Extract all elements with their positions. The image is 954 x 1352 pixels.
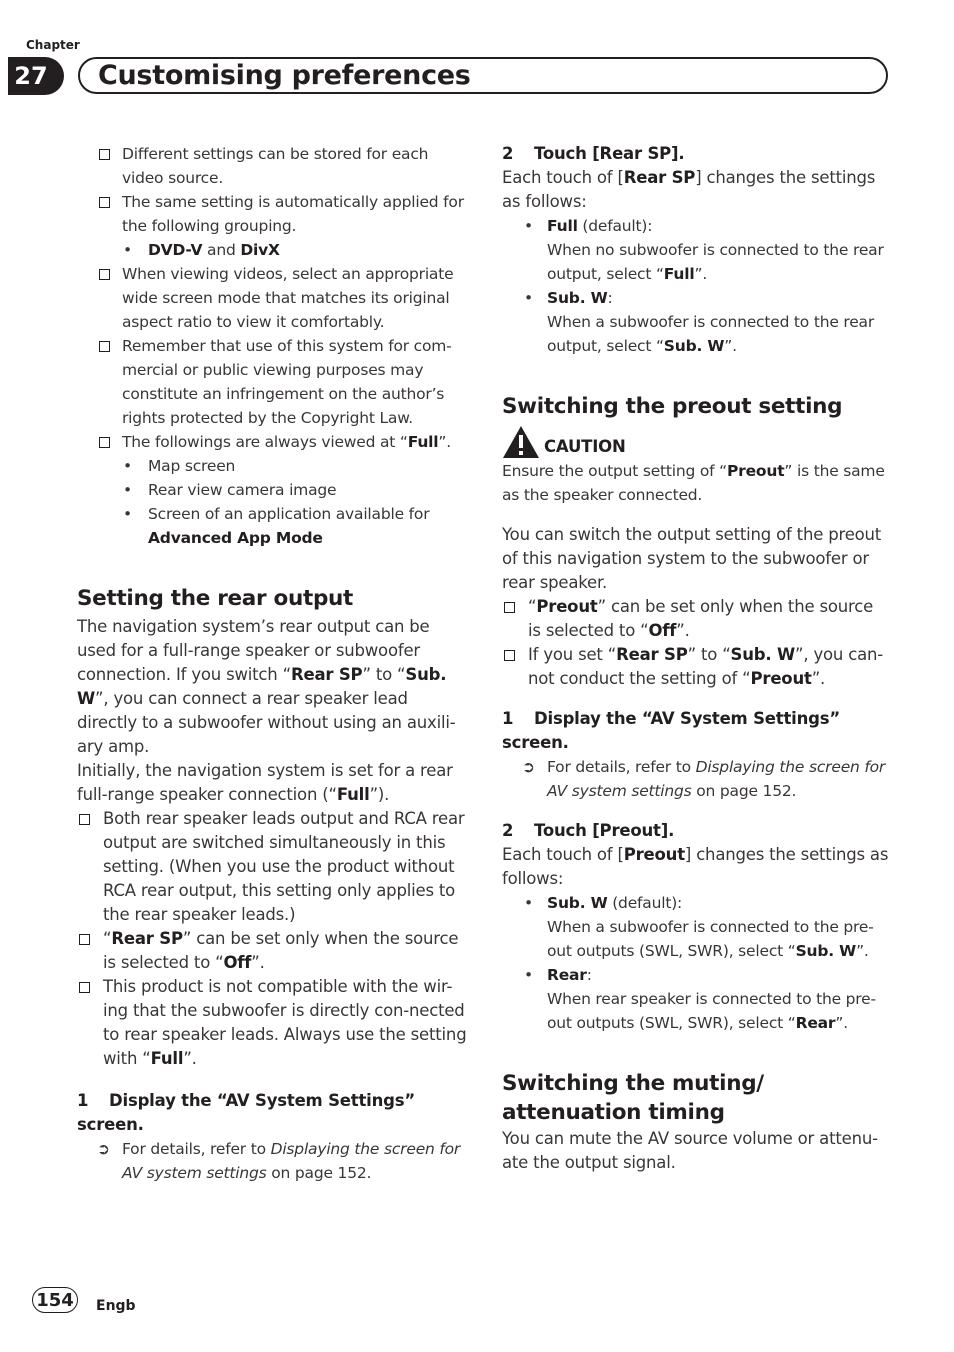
text: ”. (676, 621, 690, 640)
text: ”. (183, 1049, 197, 1068)
step-2-preout (502, 819, 890, 843)
heading-line: attenuation timing (502, 1100, 725, 1125)
left-column (77, 142, 467, 1185)
note-always-full (77, 430, 467, 454)
grouping-and: and (202, 241, 241, 259)
text: Ensure the output setting of “ (502, 462, 727, 480)
text-bold: Rear SP (623, 168, 696, 187)
text-bold: Sub. W (795, 942, 857, 960)
grouping-dvdv: DVD-V (148, 241, 203, 259)
text: When a subwoofer is connected to the rear output, select “ (547, 313, 875, 355)
text-bold: Off (223, 953, 252, 972)
text: ] changes the settings as follows: (502, 845, 889, 888)
text: ”. (724, 337, 737, 355)
text-bold: Full (547, 217, 578, 235)
text: When rear speaker is connected to the pre-out outputs (SWL, SWR), select “ (547, 990, 876, 1032)
step-number: 2 (502, 821, 514, 840)
text: ” to “ (362, 665, 406, 684)
step-2-rear-desc (502, 166, 890, 214)
text: Each touch of [ (502, 168, 624, 187)
text: When no subwoofer is connected to the rear output, select “ (547, 241, 884, 283)
option-subw (502, 286, 890, 310)
text: (default): (607, 894, 683, 912)
reference-link[interactable]: Displaying the screen for AV system settings (122, 1140, 461, 1182)
warning-icon (502, 425, 540, 459)
right-column (502, 142, 890, 1175)
note-same-setting: The same setting is automatically applied for the following grouping. (77, 190, 467, 238)
text-bold: Preout (750, 669, 812, 688)
step-1-preout-reference (502, 755, 890, 803)
rear-note-source (77, 927, 467, 975)
caution-text (502, 459, 890, 507)
text-bold: Advanced App Mode (148, 529, 323, 547)
text-bold: Full (407, 433, 439, 451)
heading-preout: Switching the preout setting (502, 394, 843, 419)
rear-paragraph-2 (77, 759, 467, 807)
chapter-number: 27 (8, 57, 64, 95)
text: ” can be set only when the source is selected to “ (528, 597, 874, 640)
rear-paragraph-1 (77, 615, 467, 759)
text-bold: Sub. W (77, 665, 447, 708)
text: ”. (856, 942, 869, 960)
step-number: 1 (502, 709, 514, 728)
text-bold: Full (336, 785, 370, 804)
text: ”. (694, 265, 708, 283)
step-number: 2 (502, 144, 514, 163)
page-number: 154 (32, 1287, 78, 1313)
grouping-bullet (77, 238, 467, 262)
text: ” to “ (687, 645, 731, 664)
language-code: Engb (96, 1298, 136, 1314)
text-bold: Sub. W (730, 645, 796, 664)
note-copyright: Remember that use of this system for com-mercial or public viewing purposes may constitute an infringement on the author’s rights protected by the Copyright Law. (77, 334, 467, 430)
text: ”, you can connect a rear speaker lead directly to a subwoofer without using an auxili-ary amp. (77, 689, 456, 756)
list-item-app (77, 502, 467, 550)
chapter-label: Chapter (26, 38, 80, 52)
text: “ (528, 597, 537, 616)
text: If you set “ (528, 645, 617, 664)
caution-block (502, 425, 890, 459)
text: ”. (438, 433, 451, 451)
heading-line: Switching the muting/ (502, 1071, 764, 1096)
note-different-settings: Different settings can be stored for each video source. (77, 142, 467, 190)
muting-paragraph: You can mute the AV source volume or attenu-ate the output signal. (502, 1129, 878, 1172)
preout-note-source (502, 595, 890, 643)
text-bold: Full (150, 1049, 184, 1068)
reference-link[interactable]: Displaying the screen for AV system settings (547, 758, 886, 800)
step-1-preout (502, 707, 890, 755)
option-subw-desc (502, 310, 890, 358)
note-wide-screen: When viewing videos, select an appropriate wide screen mode that matches its original aspect ratio to view it comfortably. (77, 262, 467, 334)
text-bold: Preout (727, 462, 785, 480)
text-bold: Off (648, 621, 677, 640)
text: For details, refer to (122, 1140, 271, 1158)
text: ”. (811, 669, 826, 688)
heading-rear-output: Setting the rear output (77, 586, 354, 611)
text-bold: Rear (795, 1014, 836, 1032)
arrow-icon: ➲ (97, 1140, 110, 1158)
text: When a subwoofer is connected to the pre-out outputs (SWL, SWR), select “ (547, 918, 874, 960)
text: ] changes the settings as follows: (502, 168, 876, 211)
arrow-icon: ➲ (522, 758, 535, 776)
step-2-rear (502, 142, 890, 166)
step-text: Display the “AV System Settings” screen. (502, 709, 841, 752)
text-bold: Preout (623, 845, 685, 864)
text: (default): (577, 217, 653, 235)
text: Screen of an application available for (148, 505, 430, 523)
list-item-map: • Map screen (77, 454, 467, 478)
step-2-preout-desc (502, 843, 890, 891)
step-number: 1 (77, 1091, 89, 1110)
option-full (502, 214, 890, 238)
text: ”. (251, 953, 265, 972)
rear-note-simultaneous: Both rear speaker leads output and RCA rear output are switched simultaneously in this setting. (When you use the product without RCA rear output, this setting only applies to the rear speaker leads.) (77, 807, 467, 927)
text-bold: Rear SP (616, 645, 688, 664)
text: ”). (369, 785, 390, 804)
text: ” can be set only when the source is selected to “ (103, 929, 459, 972)
grouping-divx: DivX (240, 241, 280, 259)
option-preout-rear (502, 963, 890, 987)
text: on page 152. (691, 782, 797, 800)
text: “ (103, 929, 112, 948)
option-full-desc (502, 238, 890, 286)
rear-note-compatibility (77, 975, 467, 1071)
text-bold: Sub. W (663, 337, 725, 355)
text-bold: Sub. W (547, 894, 608, 912)
text: Initially, the navigation system is set for a rear full-range speaker connection (“ (77, 761, 453, 804)
step-text: Touch [Preout]. (534, 821, 675, 840)
text-bold: Rear SP (290, 665, 363, 684)
text-bold: Rear SP (111, 929, 183, 948)
heading-muting (502, 1069, 890, 1127)
text: : (607, 289, 613, 307)
step-1-rear-reference (77, 1137, 467, 1185)
text: ”. (835, 1014, 848, 1032)
text: ” is the same as the speaker connected. (502, 462, 885, 504)
text: Each touch of [ (502, 845, 624, 864)
text: The followings are always viewed at “ (122, 433, 408, 451)
text: : (586, 966, 592, 984)
page-title: Customising preferences (78, 57, 888, 94)
text-bold: Preout (536, 597, 598, 616)
text: This product is not compatible with the wir-ing that the subwoofer is directly con-nected to rear speaker leads. Always use the setting with “ (103, 977, 467, 1068)
step-text: Display the “AV System Settings” screen. (77, 1091, 416, 1134)
text: For details, refer to (547, 758, 696, 776)
step-text: Touch [Rear SP]. (534, 144, 685, 163)
text-bold: Full (663, 265, 695, 283)
caution-label: CAUTION (544, 437, 626, 456)
option-preout-rear-desc (502, 987, 890, 1035)
list-item-camera: • Rear view camera image (77, 478, 467, 502)
text-bold: Rear (547, 966, 587, 984)
text: The navigation system’s rear output can be used for a full-range speaker or subwoofer connection. If you switch “ (77, 617, 430, 684)
preout-paragraph: You can switch the output setting of the preout of this navigation system to the subwoofer or rear speaker. (502, 525, 882, 592)
step-1-rear (77, 1089, 467, 1137)
option-preout-subw-desc (502, 915, 890, 963)
preout-note-rearsp (502, 643, 890, 691)
text: on page 152. (266, 1164, 372, 1182)
option-preout-subw (502, 891, 890, 915)
text-bold: Sub. W (547, 289, 608, 307)
text: ”, you can-not conduct the setting of “ (528, 645, 884, 688)
